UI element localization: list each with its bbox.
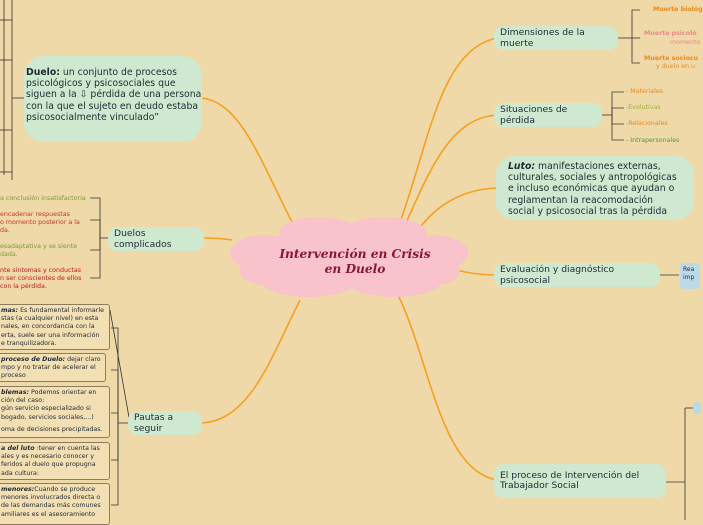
subtopic-muerte-sociocultural-cont <box>656 63 695 71</box>
central-title-line2: en Duelo <box>324 262 386 276</box>
pauta-text: oma de decisiones precipitadas. <box>1 425 103 433</box>
topic-evaluacion-diagnostico[interactable] <box>494 263 660 287</box>
pauta-text: ción del caso: <box>1 397 45 405</box>
subtopic-evaluacion-stub[interactable] <box>680 263 700 289</box>
central-topic[interactable] <box>250 240 460 284</box>
topic-label: Duelos complicados <box>114 228 172 250</box>
link-dimensiones <box>400 38 497 222</box>
pauta-box-problemas[interactable] <box>0 386 110 438</box>
pauta-title: menores: <box>1 486 35 493</box>
subtopic-text: y duelo en u <box>656 63 696 70</box>
pauta-text: Es fundamental informarle <box>18 307 104 314</box>
subtopic-muerte-biologica[interactable] <box>653 6 703 14</box>
item-text: nte síntomas y conductas <box>0 267 82 274</box>
stub-text: Rea <box>683 266 695 273</box>
topic-pautas-a-seguir[interactable] <box>128 411 202 435</box>
pauta-text: de las demandas más comunes <box>1 502 101 510</box>
pauta-box-cultura-luto[interactable] <box>0 442 110 480</box>
subtopic-text: Muerte psicoló <box>644 30 697 37</box>
pauta-text: gún servicio especializado si <box>1 405 91 413</box>
pauta-text: Podemos orientar en <box>29 389 97 396</box>
complicado-item-2[interactable] <box>0 211 80 235</box>
link-pautas <box>202 300 300 423</box>
subtopic-text: Muerte sociocu <box>644 55 699 62</box>
pauta-text: :tener en cuenta las <box>34 445 100 452</box>
topic-label: Evaluación y diagnóstico psicosocial <box>500 264 615 286</box>
topic-label: El proceso de Intervención del Trabajador Social <box>500 470 640 491</box>
pauta-box-menores[interactable] <box>0 483 110 525</box>
subtopic-materiales[interactable]: - Materiales <box>626 88 664 95</box>
complicado-item-4[interactable] <box>0 267 81 291</box>
subtopic-muerte-psicologica[interactable] <box>644 30 697 38</box>
pauta-text: bogado, servicios sociales,...) <box>1 413 94 421</box>
link-situaciones <box>405 115 497 225</box>
link-duelo <box>200 98 292 222</box>
duelo-definition: un conjunto de procesos psicológicos y psicosociales que siguen a la ⇩ pérdida de una persona con la que el sujeto en deudo estaba psicosocialmente vinculado” <box>26 67 202 123</box>
pauta-text: ada cultura: <box>1 469 39 477</box>
luto-definition: manifestaciones externas, culturales, sociales y antropológicas e incluso económicas que ayudan o reglamentan la reacomodación social y psicosocial tras la pérdida <box>508 161 677 217</box>
item-text: con la pérdida. <box>0 283 47 290</box>
topic-dimensiones-de-la-muerte[interactable] <box>494 26 618 50</box>
pauta-text: mpo y no tratar de acelerar el <box>1 364 96 372</box>
pauta-box-informacion[interactable] <box>0 304 110 350</box>
topic-label: Situaciones de pérdida <box>500 104 568 126</box>
topic-proceso-intervencion[interactable] <box>494 464 666 498</box>
complicado-item-3[interactable] <box>0 243 77 259</box>
item-text: n ser conscientes de ellos <box>0 275 82 282</box>
pauta-text: feridos al duelo que propugna <box>1 461 96 469</box>
topic-duelo-definition[interactable] <box>24 56 202 142</box>
topic-luto[interactable] <box>496 156 694 220</box>
central-title-line1: Intervención en Crisis <box>279 247 431 261</box>
link-proceso <box>398 295 497 480</box>
subtopic-text: Muerte biológ <box>653 6 703 13</box>
pauta-text: menores involucrados directa o <box>1 494 101 502</box>
pauta-text: dejar claro <box>65 356 101 363</box>
pauta-text: erta, suele ser una información <box>1 331 100 339</box>
subtopic-intrapersonales[interactable]: - Intrapersonales <box>626 137 680 144</box>
item-text: encadenar respuestas <box>0 211 70 218</box>
pauta-title: proceso de Duelo: <box>1 356 66 363</box>
stub-text: imp <box>683 273 695 281</box>
pauta-text: proceso <box>1 372 26 380</box>
pauta-title: mas: <box>1 307 19 314</box>
topic-duelos-complicados[interactable] <box>108 227 204 251</box>
topic-label: Pautas a seguir <box>134 412 174 434</box>
item-text: a conclusión insatisfactoria <box>0 195 86 202</box>
subtopic-text: momento <box>670 39 701 46</box>
item-text: da. <box>0 227 10 234</box>
luto-term: Luto: <box>508 161 536 172</box>
complicado-item-1[interactable] <box>0 195 86 203</box>
item-text: esadaptativa y se siente <box>0 243 78 250</box>
subtopic-muerte-sociocultural[interactable] <box>644 55 698 63</box>
subtopic-proceso-stub[interactable] <box>693 402 701 414</box>
topic-situaciones-de-perdida[interactable] <box>494 103 602 127</box>
pauta-box-proceso-duelo[interactable] <box>0 353 106 382</box>
pauta-text: ales y es necesario conocer y <box>1 453 94 461</box>
subtopic-relacionales[interactable]: -Relacionales <box>626 120 668 127</box>
pauta-text: e tranquilizadora. <box>1 339 57 347</box>
pauta-text: nales, en concordancia con la <box>1 323 95 331</box>
pauta-title: a del luto <box>1 445 35 452</box>
topic-label: Dimensiones de la muerte <box>500 27 585 49</box>
item-text: o momento posterior a la <box>0 219 80 226</box>
duelo-term: Duelo: <box>26 67 60 78</box>
subtopic-evolutivas[interactable]: -Evolutivas <box>626 104 661 111</box>
pauta-text: stas (a cualquier nivel) en esta <box>1 315 99 323</box>
pauta-title: blemas: <box>1 389 30 396</box>
subtopic-muerte-psicologica-cont <box>670 39 700 47</box>
item-text: dada. <box>0 251 18 258</box>
pauta-text: Cuando se produce <box>34 486 96 493</box>
pauta-text: amiliares es el asesoramiento <box>1 510 96 518</box>
